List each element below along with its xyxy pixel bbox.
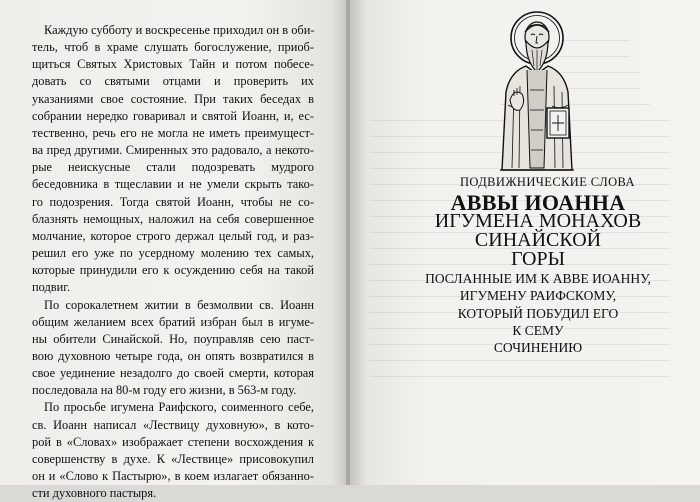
title-line: ГОРЫ <box>510 248 566 270</box>
dedication-line: ПОСЛАННЫЕ ИМ К АВВЕ ИОАННУ, <box>425 271 651 286</box>
text-line: беседовника в тщеславии и не умели скрыть тако- <box>32 177 314 192</box>
paragraph-1 <box>32 22 314 297</box>
text-line: он и «Слово к Пастырю», в коем излагает обязанно- <box>32 469 314 484</box>
text-line: св. Иоанн написал «Лествицу духовную», в кото- <box>32 417 314 432</box>
paragraph-3 <box>32 399 314 502</box>
title-line: ИГУМЕНА МОНАХОВ <box>434 210 642 232</box>
text-line: рой в «Словах» изображает степени восхождения к <box>32 434 314 449</box>
text-line: ны обители Синайской. Но, поуправляв сею паст- <box>32 331 314 346</box>
book-title: АВВЫ ИОАННА <box>450 190 626 215</box>
text-line: тественно, речь его не могла не иметь преимущест- <box>32 125 314 140</box>
text-line: По сорокалетнем житии в безмолвии св. Иоанн <box>44 297 314 312</box>
dedication-line: КОТОРЫЙ ПОБУДИЛ ЕГО <box>457 305 619 321</box>
book-title-continuation <box>432 212 644 269</box>
text-line: свое уединение незадолго до своей смерти, которая <box>32 366 314 381</box>
text-line: сти духовного пастыря. <box>32 486 157 501</box>
text-line: ва пред другими. Смиренных это радовало, а некото- <box>32 143 314 158</box>
body-text <box>32 22 314 502</box>
text-line: По просьбе игумена Раифского, соименного себе, <box>44 400 314 415</box>
text-line: блазнять немощных, наложил на себя совершенное <box>32 211 314 226</box>
text-line: Каждую субботу и воскресенье приходил он в оби- <box>44 23 315 37</box>
text-line: которые принудили его к осуждению себя на такой <box>32 263 314 278</box>
text-line: вою духовною четыре года, он опять возвратился в <box>32 348 314 363</box>
text-line: рые неискусные стали подозревать мудрого <box>32 160 314 175</box>
text-line: тель, чтоб в храме слушать богослужение, приоб- <box>32 40 314 55</box>
text-line: последовала на 80-м году его жизни, в 563-м году. <box>32 383 297 398</box>
paragraph-2 <box>32 297 314 400</box>
dedication-text <box>420 270 656 356</box>
dedication-line: СОЧИНЕНИЮ <box>493 340 583 356</box>
dedication-line: ИГУМЕНУ РАИФСКОМУ, <box>459 288 617 304</box>
text-line: щиться Святых Христовых Тайн и потом побесе- <box>32 57 314 72</box>
saint-icon <box>492 10 582 172</box>
text-line: подвиг. <box>32 280 71 295</box>
text-line: молчание, которое строго держал целый год, и раз- <box>32 228 314 243</box>
text-line: общим желанием всех братий избран был в игуме- <box>32 314 314 329</box>
title-line: СИНАЙСКОЙ <box>474 229 602 251</box>
dedication-line: К СЕМУ <box>512 322 564 338</box>
text-line: совершенству в духе. К «Лествице» присовокупил <box>32 451 314 466</box>
text-line: указаниями свое состояние. При таких беседах в <box>32 91 314 106</box>
text-line: го подозрения. Тогда святой Иоанн, чтобы не со- <box>32 194 314 209</box>
text-line: довать со святыми отцами и проверить их <box>32 74 314 89</box>
text-line: собрании нередко говаривал и святой Иоанн, и, ес- <box>32 108 314 123</box>
text-line: решил его уже по усердному молению тех самых, <box>32 246 314 261</box>
book-subtitle: ПОДВИЖНИЧЕСКИЕ СЛОВА <box>460 175 635 189</box>
